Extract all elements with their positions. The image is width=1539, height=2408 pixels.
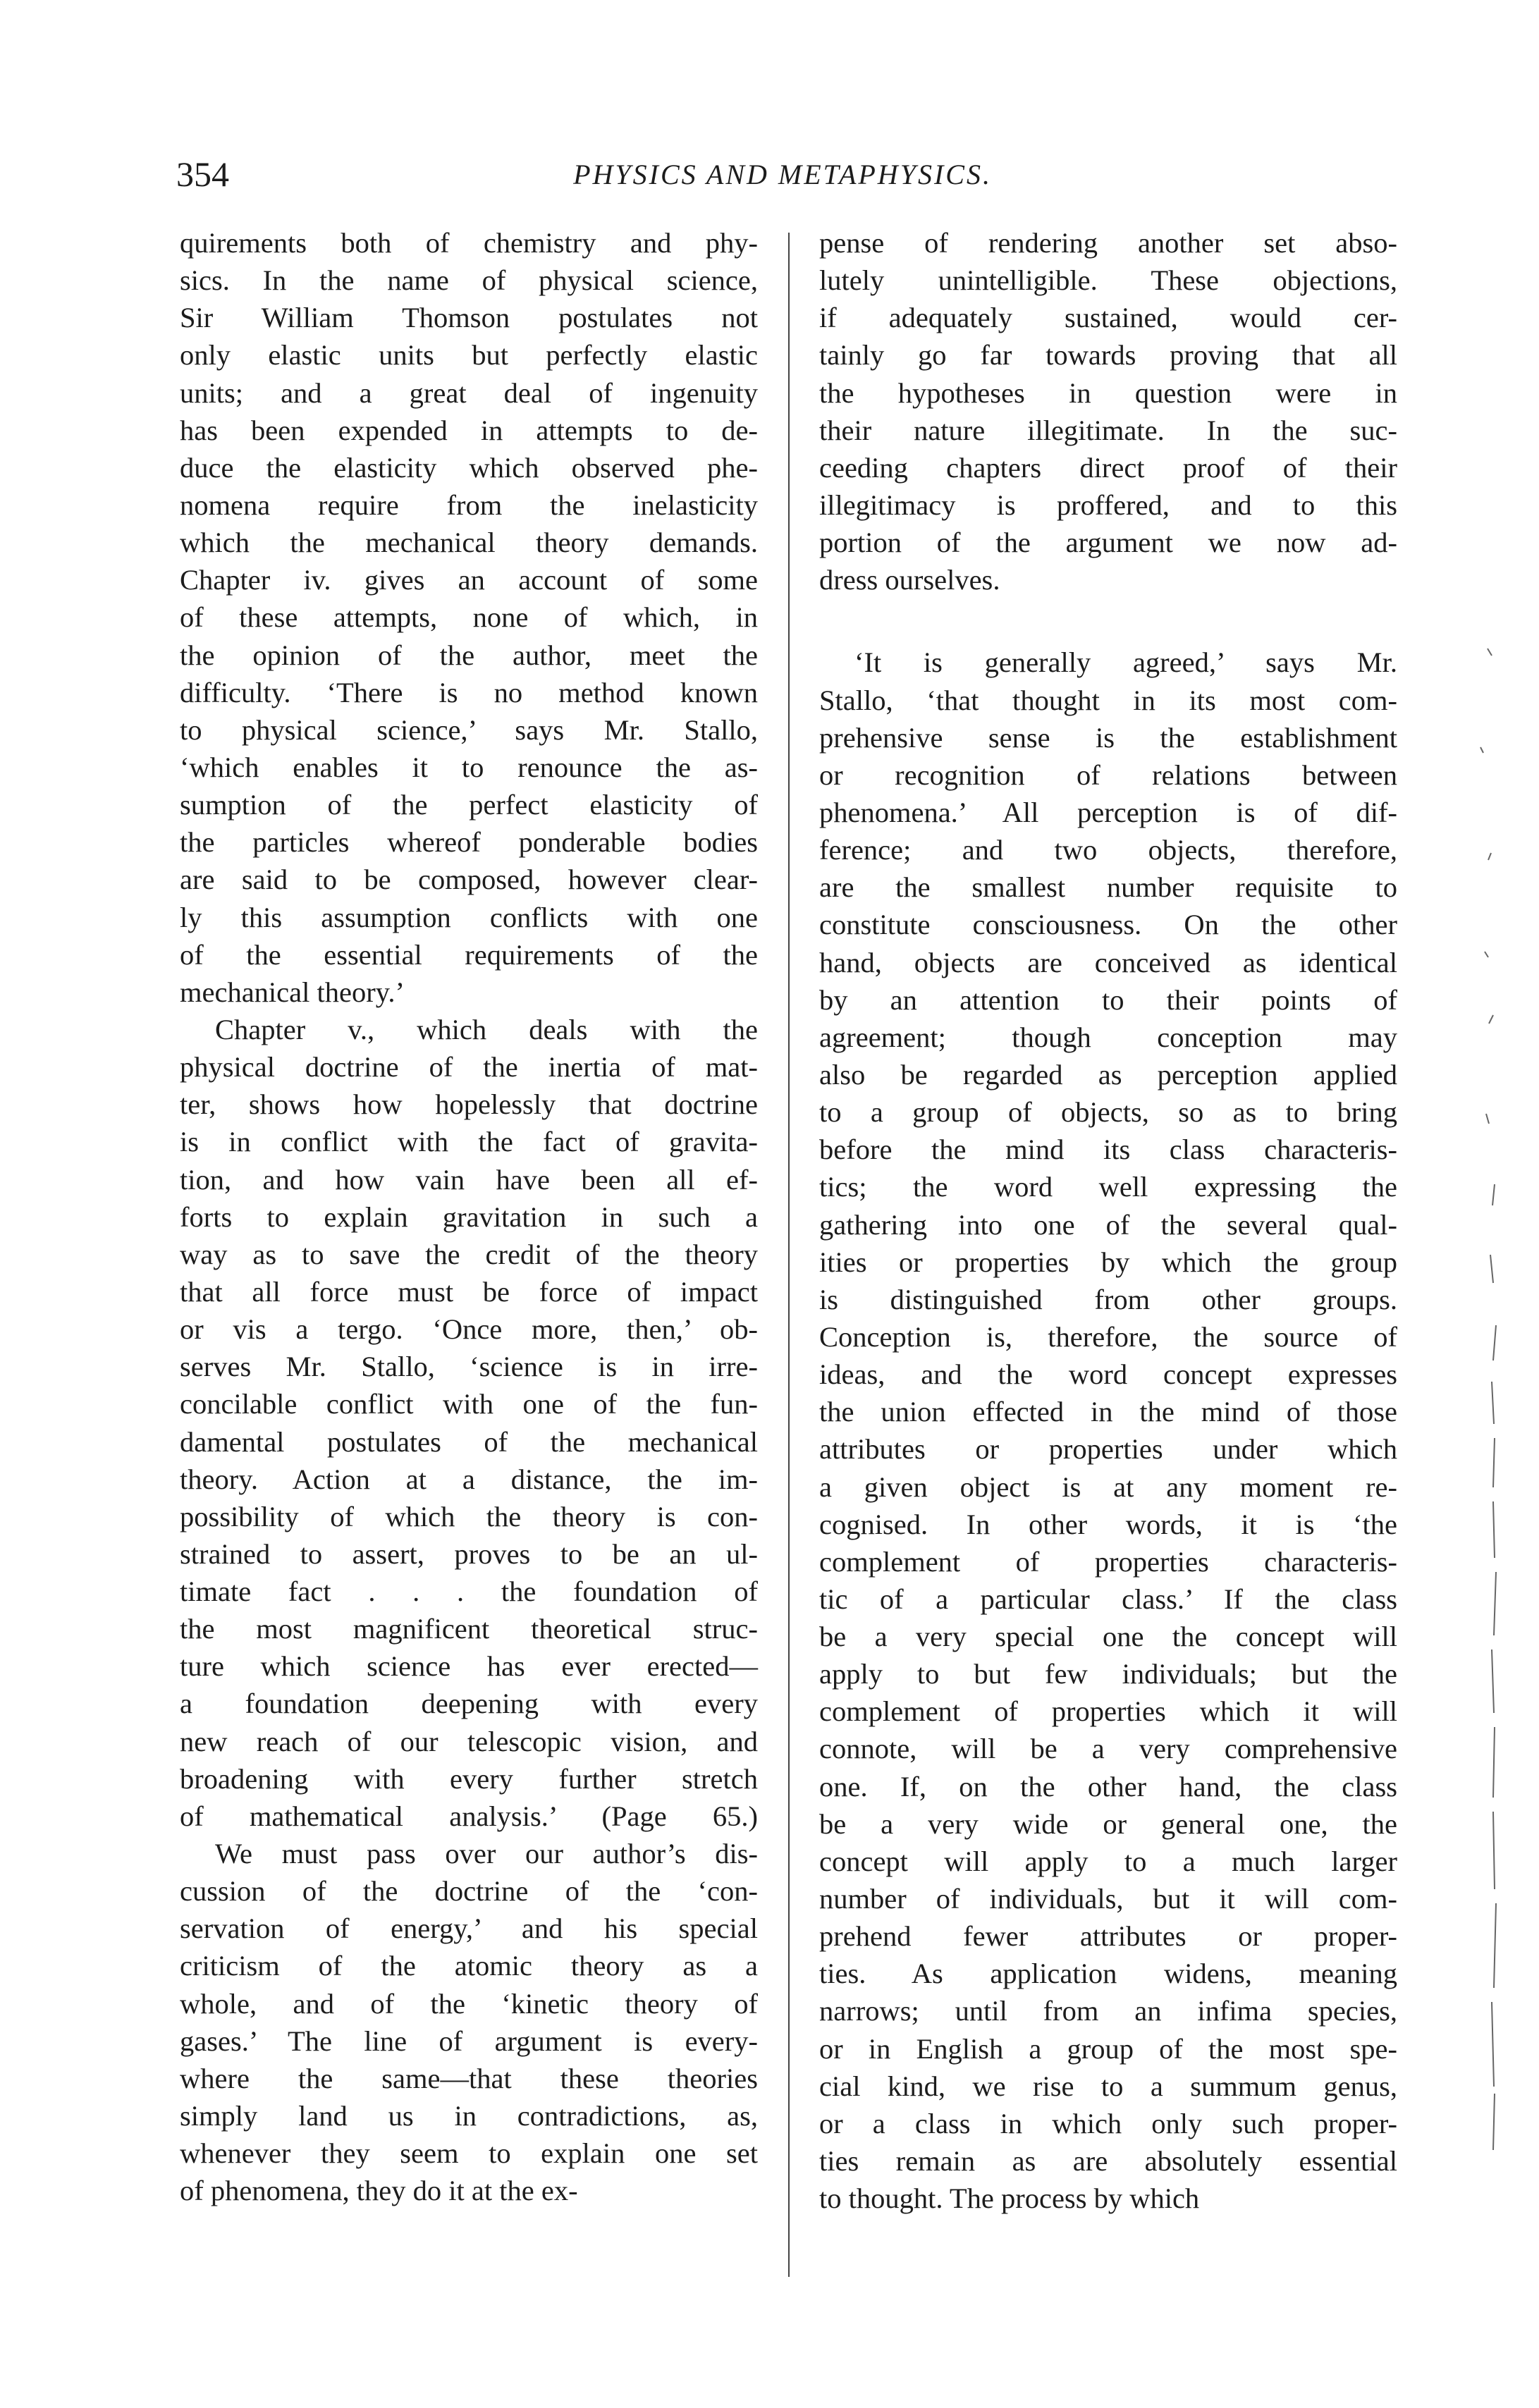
text-line: of phenomena, they do it at the ex- (180, 2175, 578, 2207)
text-line: ties remain as are absolutely essential (819, 2145, 1397, 2177)
text-line: cognised. In other words, it is ‘the (819, 1508, 1397, 1540)
text-line: tainly go far towards proving that all (819, 339, 1397, 371)
text-line: Conception is, therefore, the source of (819, 1320, 1397, 1353)
text-line: be a very special one the concept will (819, 1621, 1397, 1653)
running-title: PHYSICS AND METAPHYSICS. (573, 159, 992, 190)
text-line: ties. As application widens, meaning (819, 1958, 1397, 1990)
text-line: the particles whereof ponderable bodies (180, 826, 758, 859)
text-line: ceeding chapters direct proof of their (819, 451, 1397, 484)
text-line: the hypotheses in question were in (819, 376, 1397, 409)
text-line: that all force must be force of impact (180, 1275, 758, 1308)
text-line: of the essential requirements of the (180, 938, 758, 971)
text-line: timate fact . . . the foundation of (180, 1575, 758, 1608)
text-line: also be regarded as perception applied (819, 1058, 1397, 1091)
text-line: only elastic units but perfectly elastic (180, 339, 758, 371)
text-line: ference; and two objects, therefore, (819, 834, 1397, 866)
text-line: or recognition of relations between (819, 758, 1397, 791)
text-line: number of individuals, but it will com- (819, 1883, 1397, 1915)
text-line: Chapter v., which deals with the (215, 1013, 758, 1045)
text-line: dress ourselves. (819, 564, 1000, 596)
text-line: tion, and how vain have been all ef- (180, 1163, 758, 1196)
text-line: prehensive sense is the establishment (819, 721, 1397, 754)
text-line: strained to assert, proves to be an ul- (180, 1537, 758, 1570)
text-line: hand, objects are conceived as identical (819, 946, 1397, 978)
text-line: Chapter iv. gives an account of some (180, 564, 758, 596)
paragraph-gap (819, 598, 1397, 644)
text-line: to physical science,’ says Mr. Stallo, (180, 713, 758, 746)
text-line: complement of properties which it will (819, 1695, 1397, 1728)
text-line: the union effected in the mind of those (819, 1396, 1397, 1428)
text-line: apply to but few individuals; but the (819, 1658, 1397, 1690)
text-line: criticism of the atomic theory as a (180, 1950, 758, 1982)
margin-print-artifact (1459, 620, 1509, 2228)
text-line: nomena require from the inelasticity (180, 489, 758, 521)
text-line: ‘which enables it to renounce the as- (180, 751, 758, 783)
text-line: servation of energy,’ and his special (180, 1912, 758, 1945)
text-line: or a class in which only such proper- (819, 2107, 1397, 2139)
text-line: attributes or properties under which (819, 1433, 1397, 1466)
text-line: pense of rendering another set abso- (819, 227, 1397, 259)
text-line: concept will apply to a much larger (819, 1845, 1397, 1877)
text-line: to a group of objects, so as to bring (819, 1096, 1397, 1129)
text-line: difficulty. ‘There is no method known (180, 676, 758, 708)
text-line: lutely unintelligible. These objections, (819, 264, 1397, 297)
text-line: illegitimacy is proffered, and to this (819, 489, 1397, 521)
text-line: one. If, on the other hand, the class (819, 1770, 1397, 1802)
text-line: their nature illegitimate. In the suc- (819, 414, 1397, 446)
text-line: We must pass over our author’s dis- (215, 1838, 758, 1870)
text-line: quirements both of chemistry and phy- (180, 227, 758, 259)
text-line: concilable conflict with one of the fun- (180, 1388, 758, 1420)
text-line: is distinguished from other groups. (819, 1283, 1397, 1315)
text-line: portion of the argument we now ad- (819, 527, 1397, 559)
text-line: ter, shows how hopelessly that doctrine (180, 1088, 758, 1121)
text-line: constitute consciousness. On the other (819, 909, 1397, 941)
text-line: of mathematical analysis.’ (Page 65.) (180, 1800, 758, 1832)
text-line: ideas, and the word concept expresses (819, 1358, 1397, 1391)
text-line: be a very wide or general one, the (819, 1807, 1397, 1840)
text-line: duce the elasticity which observed phe- (180, 451, 758, 484)
text-line: gases.’ The line of argument is every- (180, 2025, 758, 2057)
text-line: Sir William Thomson postulates not (180, 302, 758, 334)
text-line: are said to be composed, however clear- (180, 864, 758, 896)
text-line: the most magnificent theoretical struc- (180, 1613, 758, 1645)
text-line: simply land us in contradictions, as, (180, 2100, 758, 2132)
text-line: physical doctrine of the inertia of mat- (180, 1051, 758, 1083)
text-line: whole, and of the ‘kinetic theory of (180, 1987, 758, 2020)
text-line: or in English a group of the most spe- (819, 2032, 1397, 2065)
text-line: connote, will be a very comprehensive (819, 1733, 1397, 1765)
text-line: possibility of which the theory is con- (180, 1500, 758, 1532)
text-line: prehend fewer attributes or proper- (819, 1920, 1397, 1953)
text-line: complement of properties characteris- (819, 1545, 1397, 1578)
text-line: a given object is at any moment re- (819, 1470, 1397, 1503)
page-header (176, 154, 1389, 210)
text-line: damental postulates of the mechanical (180, 1425, 758, 1458)
text-line: is in conflict with the fact of gravita- (180, 1126, 758, 1158)
text-line: forts to explain gravitation in such a (180, 1200, 758, 1233)
text-line: sumption of the perfect elasticity of (180, 789, 758, 821)
text-line: agreement; though conception may (819, 1021, 1397, 1053)
text-line: by an attention to their points of (819, 983, 1397, 1016)
text-line: ture which science has ever erected— (180, 1650, 758, 1683)
text-line: ly this assumption conflicts with one (180, 901, 758, 933)
text-line: a foundation deepening with every (180, 1688, 758, 1720)
text-line: theory. Action at a distance, the im- (180, 1463, 758, 1495)
text-line: tics; the word well expressing the (819, 1171, 1397, 1203)
text-line: units; and a great deal of ingenuity (180, 376, 758, 409)
text-line: to thought. The process by which (819, 2182, 1200, 2215)
right-column-paragraph-2 (819, 644, 1397, 2217)
right-column-paragraph-1 (819, 224, 1397, 598)
text-line: has been expended in attempts to de- (180, 414, 758, 446)
page-number: 354 (176, 154, 229, 194)
text-line: which the mechanical theory demands. (180, 527, 758, 559)
text-line: cial kind, we rise to a summum genus, (819, 2070, 1397, 2102)
text-line: cussion of the doctrine of the ‘con- (180, 1875, 758, 1908)
text-line: mechanical theory.’ (180, 976, 405, 1008)
text-line: the opinion of the author, meet the (180, 639, 758, 671)
text-line: before the mind its class characteris- (819, 1134, 1397, 1166)
text-line: tic of a particular class.’ If the class (819, 1583, 1397, 1615)
text-line: narrows; until from an infima species, (819, 1995, 1397, 2027)
right-column (819, 224, 1397, 2217)
text-line: phenomena.’ All perception is of dif- (819, 796, 1397, 828)
text-line: ities or properties by which the group (819, 1246, 1397, 1278)
text-line: new reach of our telescopic vision, and (180, 1725, 758, 1757)
column-divider (788, 233, 790, 2277)
text-line: or vis a tergo. ‘Once more, then,’ ob- (180, 1313, 758, 1346)
text-line: ‘It is generally agreed,’ says Mr. (854, 646, 1397, 679)
text-line: way as to save the credit of the theory (180, 1238, 758, 1270)
text-line: whenever they seem to explain one set (180, 2137, 758, 2170)
text-line: where the same—that these theories (180, 2062, 758, 2094)
left-column (180, 224, 758, 2209)
text-line: are the smallest number requisite to (819, 871, 1397, 904)
text-line: broadening with every further stretch (180, 1762, 758, 1795)
text-line: if adequately sustained, would cer- (819, 302, 1397, 334)
text-line: Stallo, ‘that thought in its most com- (819, 684, 1397, 716)
text-line: sics. In the name of physical science, (180, 264, 758, 297)
text-line: of these attempts, none of which, in (180, 601, 758, 634)
text-line: serves Mr. Stallo, ‘science is in irre- (180, 1351, 758, 1383)
text-line: gathering into one of the several qual- (819, 1208, 1397, 1241)
